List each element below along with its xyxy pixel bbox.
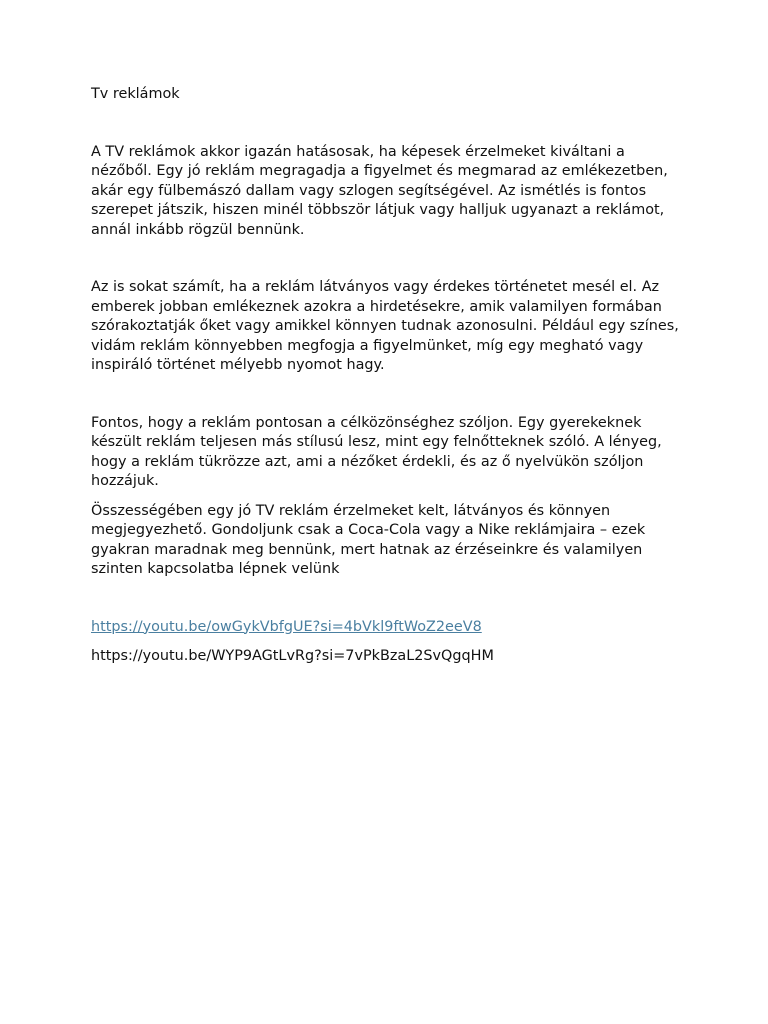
document-title: Tv reklámok: [91, 86, 180, 102]
spacer: [91, 240, 681, 278]
link-paragraph-1: [91, 618, 681, 638]
paragraph-3: Fontos, hogy a reklám pontosan a célközönséghez szóljon. Egy gyerekeknek készült reklám teljesen más stílusú lesz, mint egy felnőtteknek szóló. A lényeg, hogy a reklám tükrözze azt, ami a nézőket érdekli, és az ő nyelvükön szóljon hozzájuk.: [91, 414, 662, 489]
spacer: [91, 105, 681, 143]
link-paragraph-2: https://youtu.be/WYP9AGtLvRg?si=7vPkBzaL2SvQgqHM: [91, 648, 494, 664]
spacer: [91, 637, 681, 647]
paragraph-1: A TV reklámok akkor igazán hatásosak, ha képesek érzelmeket kiváltani a nézőből. Egy jó reklám megragadja a figyelmet és megmarad az emlékezetben, akár egy fülbemászó dallam vagy szlogen segítségével. Az ismétlés is fontos szerepet játszik, hiszen minél többször látjuk vagy halljuk ugyanazt a reklámot, annál inkább rögzül bennünk.: [91, 143, 668, 238]
youtube-link-1[interactable]: https://youtu.be/owGykVbfgUE?si=4bVkl9ftWoZ2eeV8: [91, 618, 482, 635]
paragraph-4: Összességében egy jó TV reklám érzelmeket kelt, látványos és könnyen megjegyezhető. Gondoljunk csak a Coca-Cola vagy a Nike reklámjaira – ezek gyakran maradnak meg bennünk, mert hatnak az érzéseinkre és valamilyen szinten kapcsolatba lépnek velünk: [91, 502, 646, 577]
spacer: [91, 492, 681, 502]
document-body: [91, 85, 681, 667]
spacer: [91, 376, 681, 414]
spacer: [91, 580, 681, 618]
paragraph-2: Az is sokat számít, ha a reklám látványos vagy érdekes történetet mesél el. Az emberek jobban emlékeznek azokra a hirdetésekre, amik valamilyen formában szórakoztatják őket vagy amikkel könnyen tudnak azonosulni. Például egy színes, vidám reklám könnyebben megfogja a figyelmünket, míg egy megható vagy inspiráló történet mélyebb nyomot hagy.: [91, 279, 679, 373]
